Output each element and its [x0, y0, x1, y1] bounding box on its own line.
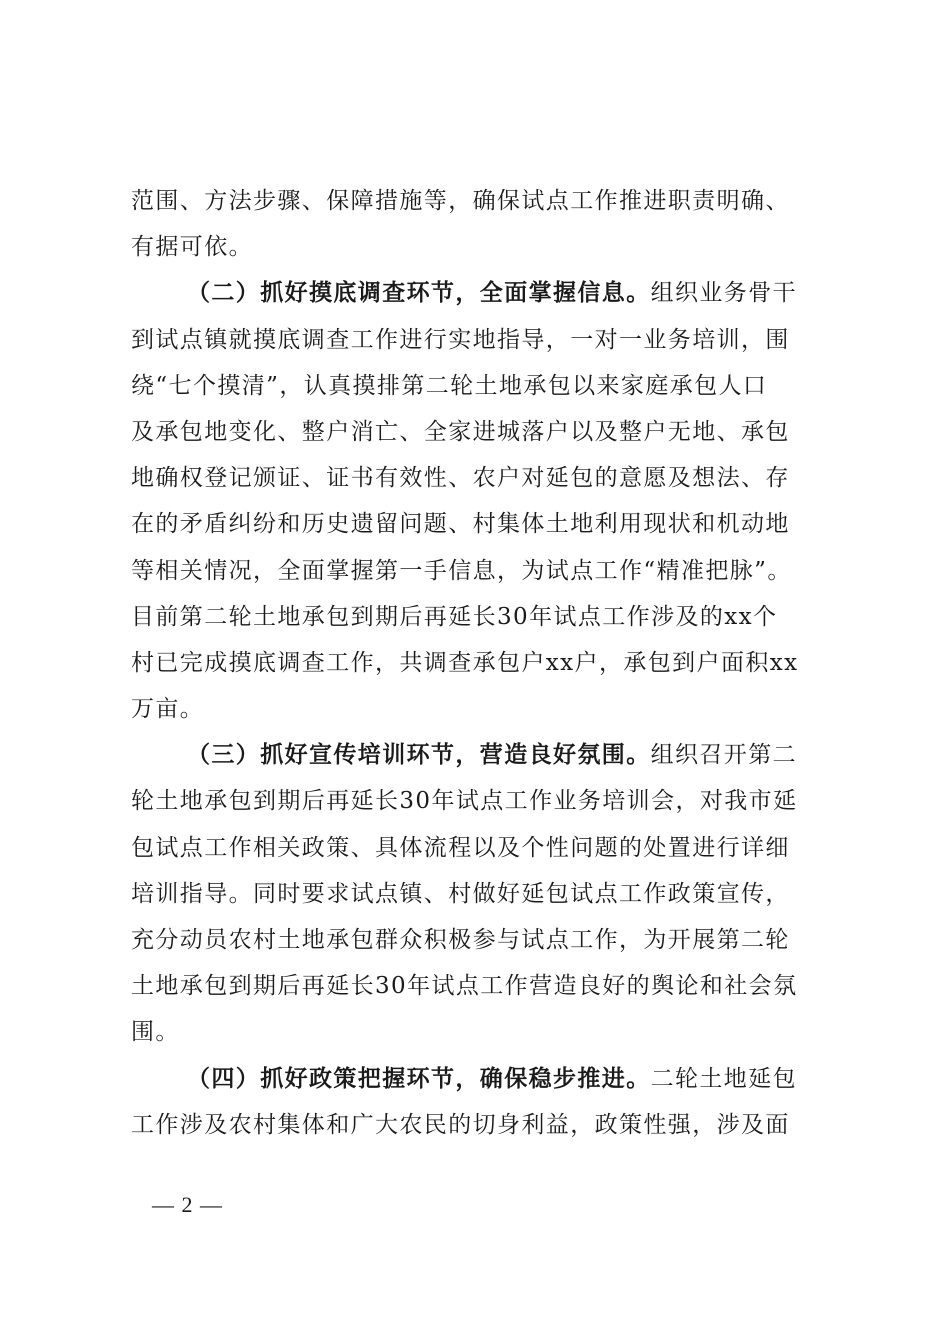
paragraph-line: 充分动员农村土地承包群众积极参与试点工作，为开展第二轮	[131, 927, 790, 953]
paragraph-line: 包试点工作相关政策、具体流程以及个性问题的处置进行详细	[131, 834, 790, 861]
section-heading: （三）抓好宣传培训环节，营造良好氛围。	[187, 741, 651, 769]
paragraph-line: 等相关情况，全面掌握第一手信息，为试点工作“精准把脉”。	[131, 557, 792, 584]
paragraph-line: 有据可依。	[131, 234, 253, 261]
paragraph-line: 目前第二轮土地承包到期后再延长30年试点工作涉及的xx个	[131, 603, 778, 630]
paragraph-line: 绕“七个摸清”，认真摸排第二轮土地承包以来家庭承包人口	[131, 372, 768, 399]
paragraph-line: 到试点镇就摸底调查工作进行实地指导，一对一业务培训，围	[131, 326, 790, 353]
page-number: — 2 —	[152, 1192, 223, 1217]
section-heading: （四）抓好政策把握环节，确保稳步推进。	[187, 1064, 651, 1092]
paragraph-line: 在的矛盾纠纷和历史遗留问题、村集体土地利用现状和机动地	[131, 511, 790, 538]
paragraph-text: 组织召开第二	[650, 742, 798, 769]
section-heading: （二）抓好摸底调查环节，全面掌握信息。	[187, 279, 651, 307]
paragraph-first-line	[131, 1056, 831, 1102]
paragraph-line: 地确权登记颁证、证书有效性、农户对延包的意愿及想法、存	[131, 465, 790, 492]
paragraph-line: 轮土地承包到期后再延长30年试点工作业务培训会，对我市延	[131, 788, 798, 815]
document-body	[131, 178, 831, 1148]
paragraph-line: 培训指导。同时要求试点镇、村做好延包试点工作政策宣传，	[131, 880, 790, 907]
paragraph-line: 村已完成摸底调查工作，共调查承包户xx户，承包到户面积xx	[131, 649, 799, 676]
paragraph-line: 工作涉及农村集体和广大农民的切身利益，政策性强，涉及面	[131, 1111, 790, 1138]
paragraph-line: 范围、方法步骤、保障措施等，确保试点工作推进职责明确、	[131, 188, 790, 214]
paragraph-line: 土地承包到期后再延长30年试点工作营造良好的舆论和社会氛	[131, 973, 798, 1000]
paragraph-line: 万亩。	[131, 696, 205, 723]
paragraph-text: 组织业务骨干	[650, 280, 798, 307]
paragraph-text: 二轮土地延包	[650, 1065, 798, 1092]
paragraph-first-line	[131, 270, 831, 316]
paragraph-line: 及承包地变化、整户消亡、全家进城落户以及整户无地、承包	[131, 418, 790, 445]
paragraph-line: 围。	[131, 1019, 180, 1046]
paragraph-first-line	[131, 732, 831, 778]
